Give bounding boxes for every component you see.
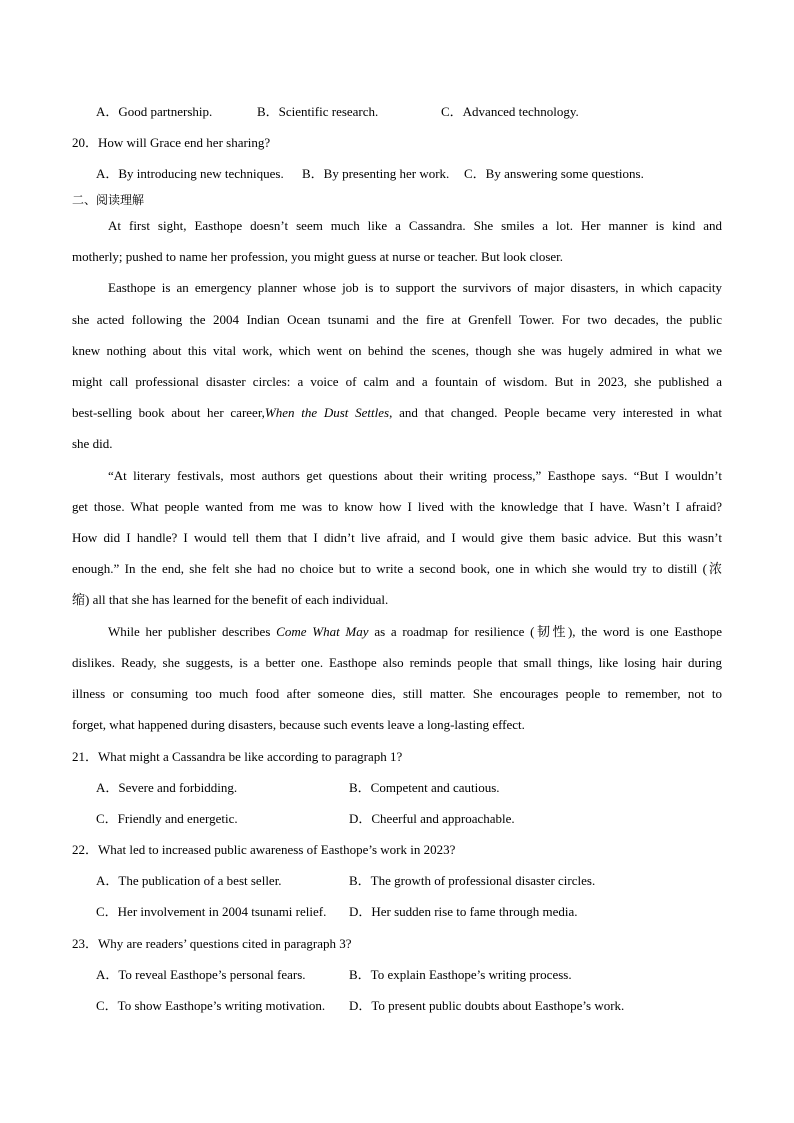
passage-p4-line2: dislikes. Ready, she suggests, is a better one. Easthope also reminds people that small things, like losing hair during [72, 655, 722, 670]
passage-p2-line5 [72, 405, 722, 421]
q23-option-b: B．To explain Easthope’s writing process. [349, 967, 572, 982]
passage-p2-line6: she did. [72, 436, 113, 451]
q22-stem: 22．What led to increased public awareness of Easthope’s work in 2023? [72, 842, 456, 857]
passage-p4-line1-pre: While her publisher describes [108, 624, 271, 639]
passage-p3-line4: enough.” In the end, she felt she had no choice but to write a second book, one in which she would try to distill (浓 [72, 561, 722, 576]
passage-p4-line4: forget, what happened during disasters, because such events leave a long-lasting effect. [72, 717, 525, 732]
passage-p2-line3: knew nothing about this vital work, which went on behind the scenes, though she was hugely admired in what we [72, 343, 722, 358]
q23-option-d: D．To present public doubts about Easthope’s work. [349, 998, 625, 1013]
passage-p3-line5: 缩) all that she has learned for the benefit of each individual. [72, 592, 389, 607]
passage-p4-line3: illness or consuming too much food after someone dies, still matter. She encourages people to remember, not to [72, 686, 722, 701]
passage-p2-line5-post: , and that changed. People became very interested in what [389, 405, 722, 420]
q19-option-c: C．Advanced technology. [441, 104, 579, 119]
passage-p3-line1: “At literary festivals, most authors get questions about their writing process,” Easthope says. “But I wouldn’t [108, 468, 722, 483]
section-title: 二、阅读理解 [72, 193, 145, 207]
book-title-come-what-may: Come What May [276, 624, 369, 639]
q21-option-c: C．Friendly and energetic. [96, 811, 238, 826]
q23-stem: 23．Why are readers’ questions cited in paragraph 3? [72, 936, 352, 951]
q22-option-c: C．Her involvement in 2004 tsunami relief. [96, 904, 327, 919]
q23-option-c: C．To show Easthope’s writing motivation. [96, 998, 326, 1013]
q22-option-b: B．The growth of professional disaster circles. [349, 873, 596, 888]
passage-p2-line4: might call professional disaster circles: a voice of calm and a fountain of wisdom. But in 2023, she published a [72, 374, 722, 389]
passage-p3-line2: get those. What people wanted from me was to know how I lived with the knowledge that I have. Wasn’t I afraid? [72, 499, 722, 514]
q19-option-a: A．Good partnership. [96, 104, 213, 119]
passage-p1-line2: motherly; pushed to name her profession, you might guess at nurse or teacher. But look closer. [72, 249, 564, 264]
passage-p2-line1: Easthope is an emergency planner whose job is to support the survivors of major disasters, in which capacity [108, 280, 722, 295]
q21-option-a: A．Severe and forbidding. [96, 780, 238, 795]
q21-option-d: D．Cheerful and approachable. [349, 811, 515, 826]
q22-option-d: D．Her sudden rise to fame through media. [349, 904, 578, 919]
q21-option-b: B．Competent and cautious. [349, 780, 500, 795]
book-title-when-the-dust-settles: When the Dust Settles [264, 405, 390, 420]
q20-stem: 20．How will Grace end her sharing? [72, 135, 271, 150]
q20-option-a: A．By introducing new techniques. [96, 166, 284, 181]
q20-option-b: B．By presenting her work. [302, 166, 450, 181]
q19-option-b: B．Scientific research. [257, 104, 379, 119]
q22-option-a: A．The publication of a best seller. [96, 873, 282, 888]
passage-p2-line5-pre: best-selling book about her career, [72, 405, 265, 420]
q23-option-a: A．To reveal Easthope’s personal fears. [96, 967, 306, 982]
passage-p4-line1-post: as a roadmap for resilience (韧性), the word is one Easthope [374, 624, 723, 639]
q20-option-c: C．By answering some questions. [464, 166, 644, 181]
passage-p2-line2: she acted following the 2004 Indian Ocean tsunami and the fire at Grenfell Tower. For two decades, the public [72, 312, 722, 327]
passage-p4-line1 [108, 624, 722, 640]
q21-stem: 21．What might a Cassandra be like according to paragraph 1? [72, 749, 403, 764]
passage-p3-line3: How did I handle? I would tell them that I didn’t live afraid, and I would give them basic advice. But this wasn’t [72, 530, 722, 545]
passage-p1-line1: At first sight, Easthope doesn’t seem much like a Cassandra. She smiles a lot. Her manner is kind and [108, 218, 722, 233]
